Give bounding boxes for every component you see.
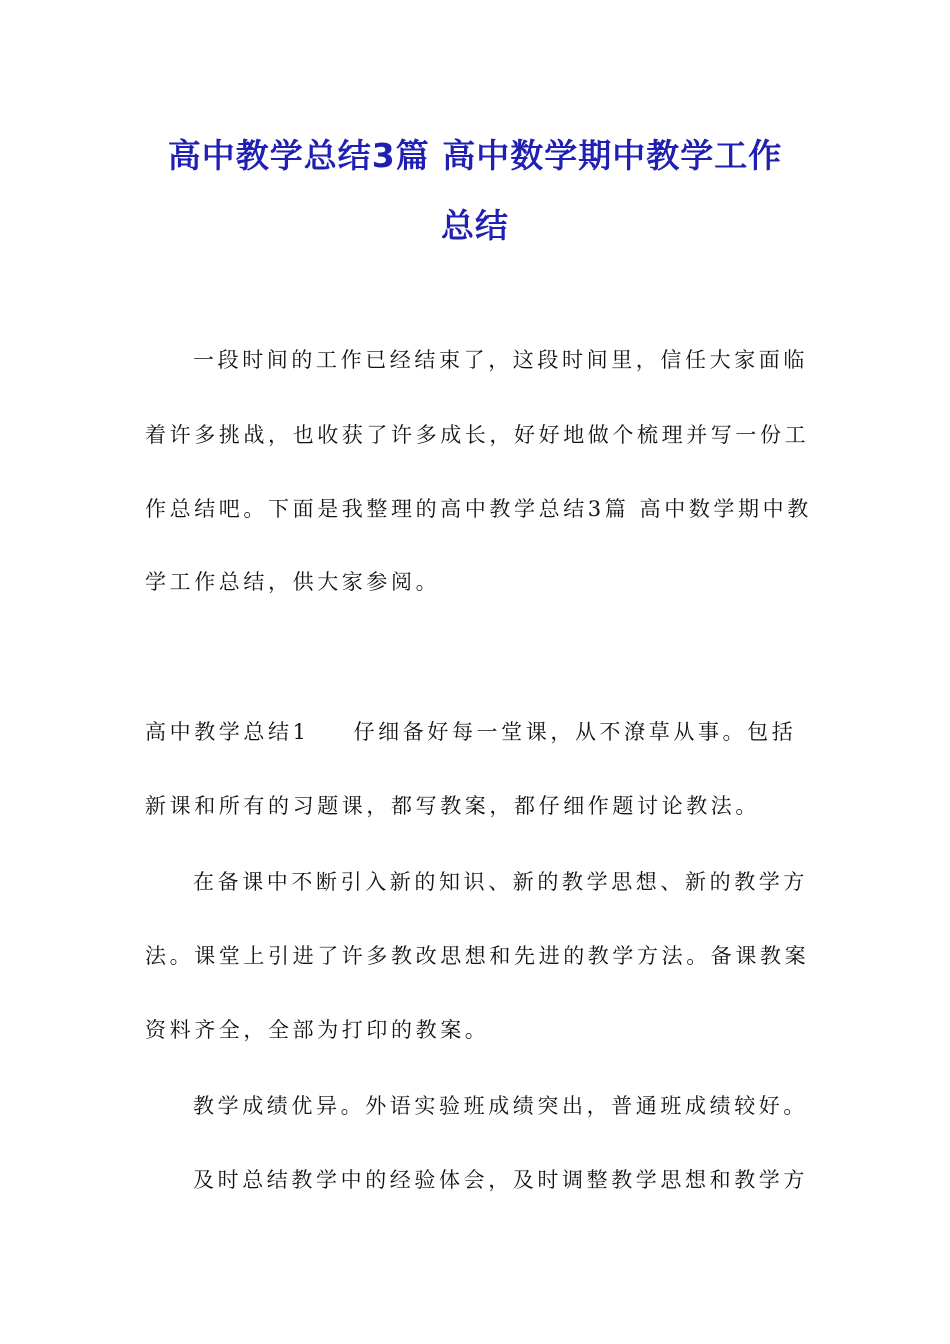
intro-line-2: 着许多挑战，也收获了许多成长，好好地做个梳理并写一份工 <box>145 423 810 447</box>
section1-line-2: 新课和所有的习题课，都写教案，都仔细作题讨论教法。 <box>145 794 760 818</box>
intro-line-3: 作总结吧。下面是我整理的高中教学总结3篇 高中数学期中教 <box>145 497 812 521</box>
section1-first-line <box>145 717 810 747</box>
para2-line-2: 法。课堂上引进了许多教改思想和先进的教学方法。备课教案 <box>145 944 810 968</box>
document-title-line-1: 高中教学总结3篇 高中数学期中教学工作 <box>167 136 783 175</box>
para3-line-1: 教学成绩优异。外语实验班成绩突出，普通班成绩较好。 <box>193 1094 808 1118</box>
para2-line-3: 资料齐全，全部为打印的教案。 <box>145 1018 490 1042</box>
document-title-line-2: 总结 <box>441 206 509 245</box>
intro-line-4: 学工作总结，供大家参阅。 <box>145 570 441 594</box>
section1-first-line-text: 仔细备好每一堂课，从不潦草从事。包括 <box>353 720 797 744</box>
para2-line-1: 在备课中不断引入新的知识、新的教学思想、新的教学方 <box>193 870 808 894</box>
para4-line-1: 及时总结教学中的经验体会，及时调整教学思想和教学方 <box>193 1168 808 1192</box>
intro-line-1: 一段时间的工作已经结束了，这段时间里，信任大家面临 <box>193 348 808 372</box>
section1-heading: 高中教学总结1 <box>145 720 310 744</box>
